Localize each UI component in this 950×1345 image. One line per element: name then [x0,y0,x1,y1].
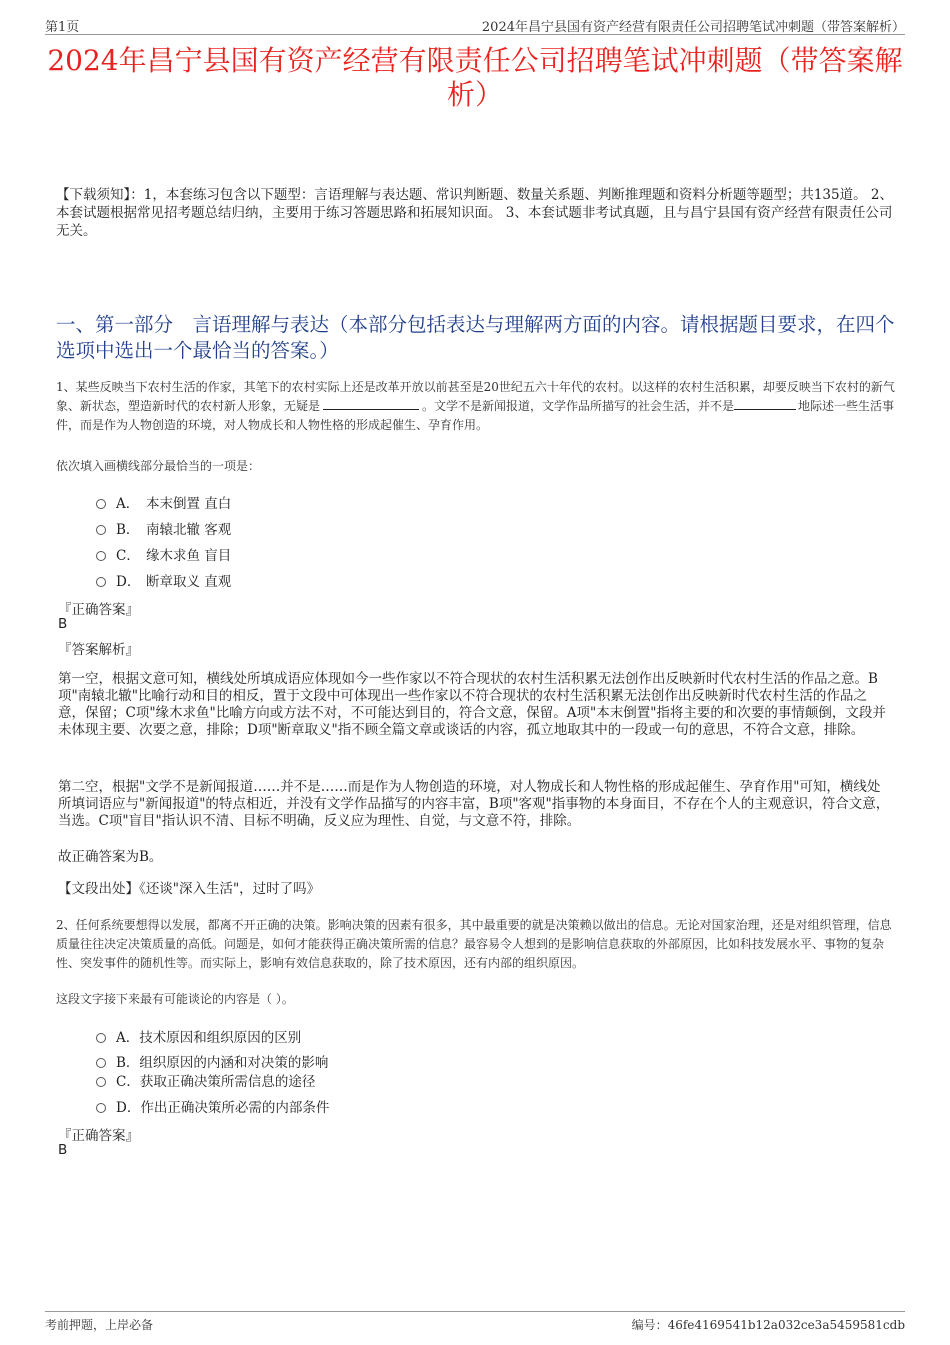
question-1-answer-label: 『正确答案』 [58,602,139,618]
question-1-analysis-label: 『答案解析』 [58,642,139,658]
document-title: 2024年昌宁县国有资产经营有限责任公司招聘笔试冲刺题（带答案解析） [47,44,903,111]
footer-doc-id: 编号：46fe4169541b12a032ce3a5459581cdb [631,1318,905,1332]
radio-icon[interactable] [96,1058,106,1068]
question-1-option-c[interactable]: C． 缘木求鱼 盲目 [96,544,231,564]
question-1-option-a[interactable]: A． 本末倒置 直白 [96,492,231,512]
fill-blank-2 [734,397,796,410]
question-2-answer-label: 『正确答案』 [58,1128,139,1144]
question-2-text: 2、任何系统要想得以发展，都离不开正确的决策。影响决策的因素有很多，其中最重要的就是决策赖以做出的信息。无论对国家治理，还是对组织管理，信息质量往往决定决策质量的高低。问题是，如何才能获得正确决策所需的信息？最容易令人想到的是影响信息获取的外部原因，比如科技发展水平、事物的复杂性、突发事件的随机性等。而实际上，影响有效信息获取的，除了技术原因，还有内部的组织原因。 [56,918,892,970]
question-2-answer: B [58,1142,68,1158]
question-1-text: 1、某些反映当下农村生活的作家，其笔下的农村实际上还是改革开放以前甚至是20世纪五六十年代的农村。以这样的农村生活积累，却要反映当下农村的新气象、新状态，塑造新时代的农村新人形象，无疑是 。文学不是新闻报道，文学作品所描写的社会生活，并不是 地际述一些生活事件，而是作为人物创造的环境，对人物成长和人物性格的形成起催生、孕育作用。 [56,380,895,432]
radio-icon[interactable] [96,525,106,535]
radio-icon[interactable] [96,1033,106,1043]
radio-icon[interactable] [96,1077,106,1087]
footer-slogan: 考前押题，上岸必备 [45,1318,154,1332]
question-1-option-d[interactable]: D． 断章取义 直观 [96,570,231,590]
fill-blank-1 [323,397,419,410]
page-header [45,14,905,35]
section-title: 一、第一部分 言语理解与表达（本部分包括表达与理解两方面的内容。请根据题目要求，在四个选项中选出一个最恰当的答案。） [56,313,895,362]
download-notice: 【下载须知】：1，本套练习包含以下题型：言语理解与表达题、常识判断题、数量关系题、判断推理题和资料分析题等题型；共135道。 2、本套试题根据常见招考题总结归纳，主要用于练习答题思路和拓展知识面。 3、本套试题非考试真题，且与昌宁县国有资产经营有限责任公司无关。 [56,187,893,239]
question-1-answer: B [58,616,68,632]
radio-icon[interactable] [96,577,106,587]
page-number: 第1页 [45,20,80,35]
question-1-analysis-2: 第二空，根据"文学不是新闻报道……并不是……而是作为人物创造的环境，对人物成长和人物性格的形成起催生、孕育作用"可知，横线处所填词语应与"新闻报道"的特点相近，并没有文学作品描写的内容丰富，B项"客观"指事物的本身面目，不存在个人的主观意识，符合文意，当选。C项"盲目"指认识不清、目标不明确，反义应为理性、自觉，与文意不符，排除。 [58,779,890,829]
question-1-conclusion: 故正确答案为B。 [58,849,163,865]
radio-icon[interactable] [96,499,106,509]
question-2-option-b[interactable]: B． 组织原因的内涵和对决策的影响 [96,1051,328,1071]
question-2-option-a[interactable]: A． 技术原因和组织原因的区别 [96,1026,301,1046]
question-2-option-c[interactable]: C． 获取正确决策所需信息的途径 [96,1070,315,1090]
question-1-source: 【文段出处】《还谈"深入生活"，过时了吗》 [58,881,321,897]
question-2-option-d[interactable]: D． 作出正确决策所必需的内部条件 [96,1096,329,1116]
radio-icon[interactable] [96,551,106,561]
radio-icon[interactable] [96,1103,106,1113]
header-doc-title: 2024年昌宁县国有资产经营有限责任公司招聘笔试冲刺题（带答案解析） [481,20,905,35]
question-1-option-b[interactable]: B． 南辕北辙 客观 [96,518,231,538]
question-1-stem: 依次填入画横线部分最恰当的一项是： [56,459,261,473]
page-footer [45,1311,905,1336]
question-2-stem: 这段文字接下来最有可能谈论的内容是（ ）。 [56,992,294,1006]
question-1-analysis-1: 第一空，根据文意可知，横线处所填成语应体现如今一些作家以不符合现状的农村生活积累无法创作出反映新时代农村生活的作品之意。B项"南辕北辙"比喻行动和目的相反，置于文段中可体现出一些作家以不符合现状的农村生活积累无法创作出反映新时代农村生活的作品之意，保留；C项"缘木求鱼"比喻方向或方法不对，不可能达到目的，符合文意，保留。A项"本末倒置"指将主要的和次要的事情颠倒，文段并未体现主要、次要之意，排除；D项"断章取义"指不顾全篇文章或谈话的内容，孤立地取其中的一段或一句的意思，不符合文意，排除。 [58,671,886,738]
